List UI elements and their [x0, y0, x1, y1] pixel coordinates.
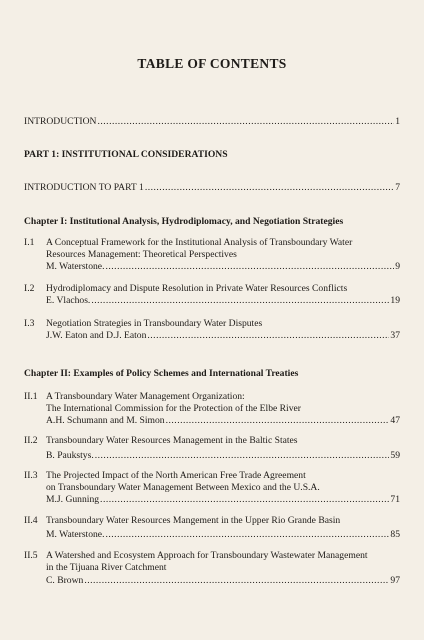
toc-entry-part1-intro[interactable] — [24, 182, 400, 193]
toc-entry-ii3[interactable] — [46, 494, 400, 505]
dot-leader — [105, 529, 389, 540]
entry-number: I.1 — [24, 237, 35, 248]
entry-title: Hydrodiplomacy and Dispute Resolution in Private Water Resources Conflicts — [46, 283, 348, 294]
entry-number: II.2 — [24, 435, 38, 446]
toc-entry-ii2[interactable] — [46, 450, 400, 461]
dot-leader — [166, 415, 390, 426]
toc-entry-page: 85 — [390, 529, 400, 540]
entry-title: Transboundary Water Resources Management in the Baltic States — [46, 435, 298, 446]
entry-number: I.2 — [24, 283, 35, 294]
toc-entry-page: 19 — [390, 295, 400, 306]
toc-entry-i3[interactable] — [46, 330, 400, 341]
dot-leader — [105, 261, 394, 272]
toc-entry-i1[interactable] — [46, 261, 400, 272]
entry-title: on Transboundary Water Management Between Mexico and the U.S.A. — [46, 482, 320, 493]
toc-entry-page: 1 — [395, 116, 400, 127]
entry-title: A Conceptual Framework for the Institutional Analysis of Transboundary Water — [46, 237, 353, 248]
toc-entry-page: 59 — [390, 450, 400, 461]
toc-entry-page: 9 — [395, 261, 400, 272]
entry-author: C. Brown — [46, 575, 84, 586]
entry-title: in the Tijuana River Catchment — [46, 562, 167, 573]
toc-entry-page: 37 — [390, 330, 400, 341]
toc-entry-page: 7 — [395, 182, 400, 193]
dot-leader — [97, 116, 394, 127]
entry-title: The International Commission for the Protection of the Elbe River — [46, 403, 301, 414]
chapter-heading: Chapter II: Examples of Policy Schemes and International Treaties — [24, 368, 299, 379]
toc-entry-i2[interactable] — [46, 295, 400, 306]
toc-entry-page: 97 — [390, 575, 400, 586]
entry-title: A Transboundary Water Management Organization: — [46, 391, 245, 402]
toc-entry-label: INTRODUCTION — [24, 116, 97, 127]
entry-author: J.W. Eaton and D.J. Eaton — [46, 330, 147, 341]
part-heading: PART 1: INSTITUTIONAL CONSIDERATIONS — [24, 149, 228, 160]
dot-leader — [91, 295, 389, 306]
entry-author: B. Paukstys. — [46, 450, 94, 461]
entry-author: M. Waterstone. — [46, 529, 105, 540]
toc-entry-page: 71 — [390, 494, 400, 505]
chapter-heading: Chapter I: Institutional Analysis, Hydrodiplomacy, and Negotiation Strategies — [24, 216, 344, 227]
toc-entry-introduction[interactable] — [24, 116, 400, 127]
entry-title: A Watershed and Ecosystem Approach for Transboundary Wastewater Management — [46, 550, 368, 561]
entry-number: II.3 — [24, 470, 38, 481]
toc-entry-ii1[interactable] — [46, 415, 400, 426]
entry-number: I.3 — [24, 318, 35, 329]
entry-author: M.J. Gunning — [46, 494, 100, 505]
entry-title: Negotiation Strategies in Transboundary Water Disputes — [46, 318, 263, 329]
toc-entry-page: 47 — [390, 415, 400, 426]
entry-title: Resources Management: Theoretical Perspectives — [46, 249, 237, 260]
entry-number: II.4 — [24, 515, 38, 526]
entry-number: II.5 — [24, 550, 38, 561]
dot-leader — [95, 450, 390, 461]
dot-leader — [84, 575, 389, 586]
entry-author: E. Vlachos. — [46, 295, 91, 306]
toc-entry-ii4[interactable] — [46, 529, 400, 540]
toc-entry-ii5[interactable] — [46, 575, 400, 586]
entry-number: II.1 — [24, 391, 38, 402]
entry-title: The Projected Impact of the North American Free Trade Agreement — [46, 470, 306, 481]
dot-leader — [147, 330, 389, 341]
page-title: TABLE OF CONTENTS — [137, 56, 287, 71]
entry-author: M. Waterstone. — [46, 261, 105, 272]
entry-author: A.H. Schumann and M. Simon — [46, 415, 165, 426]
dot-leader — [145, 182, 394, 193]
entry-title: Transboundary Water Resources Mangement in the Upper Rio Grande Basin — [46, 515, 341, 526]
dot-leader — [100, 494, 389, 505]
toc-entry-label: INTRODUCTION TO PART 1 — [24, 182, 144, 193]
